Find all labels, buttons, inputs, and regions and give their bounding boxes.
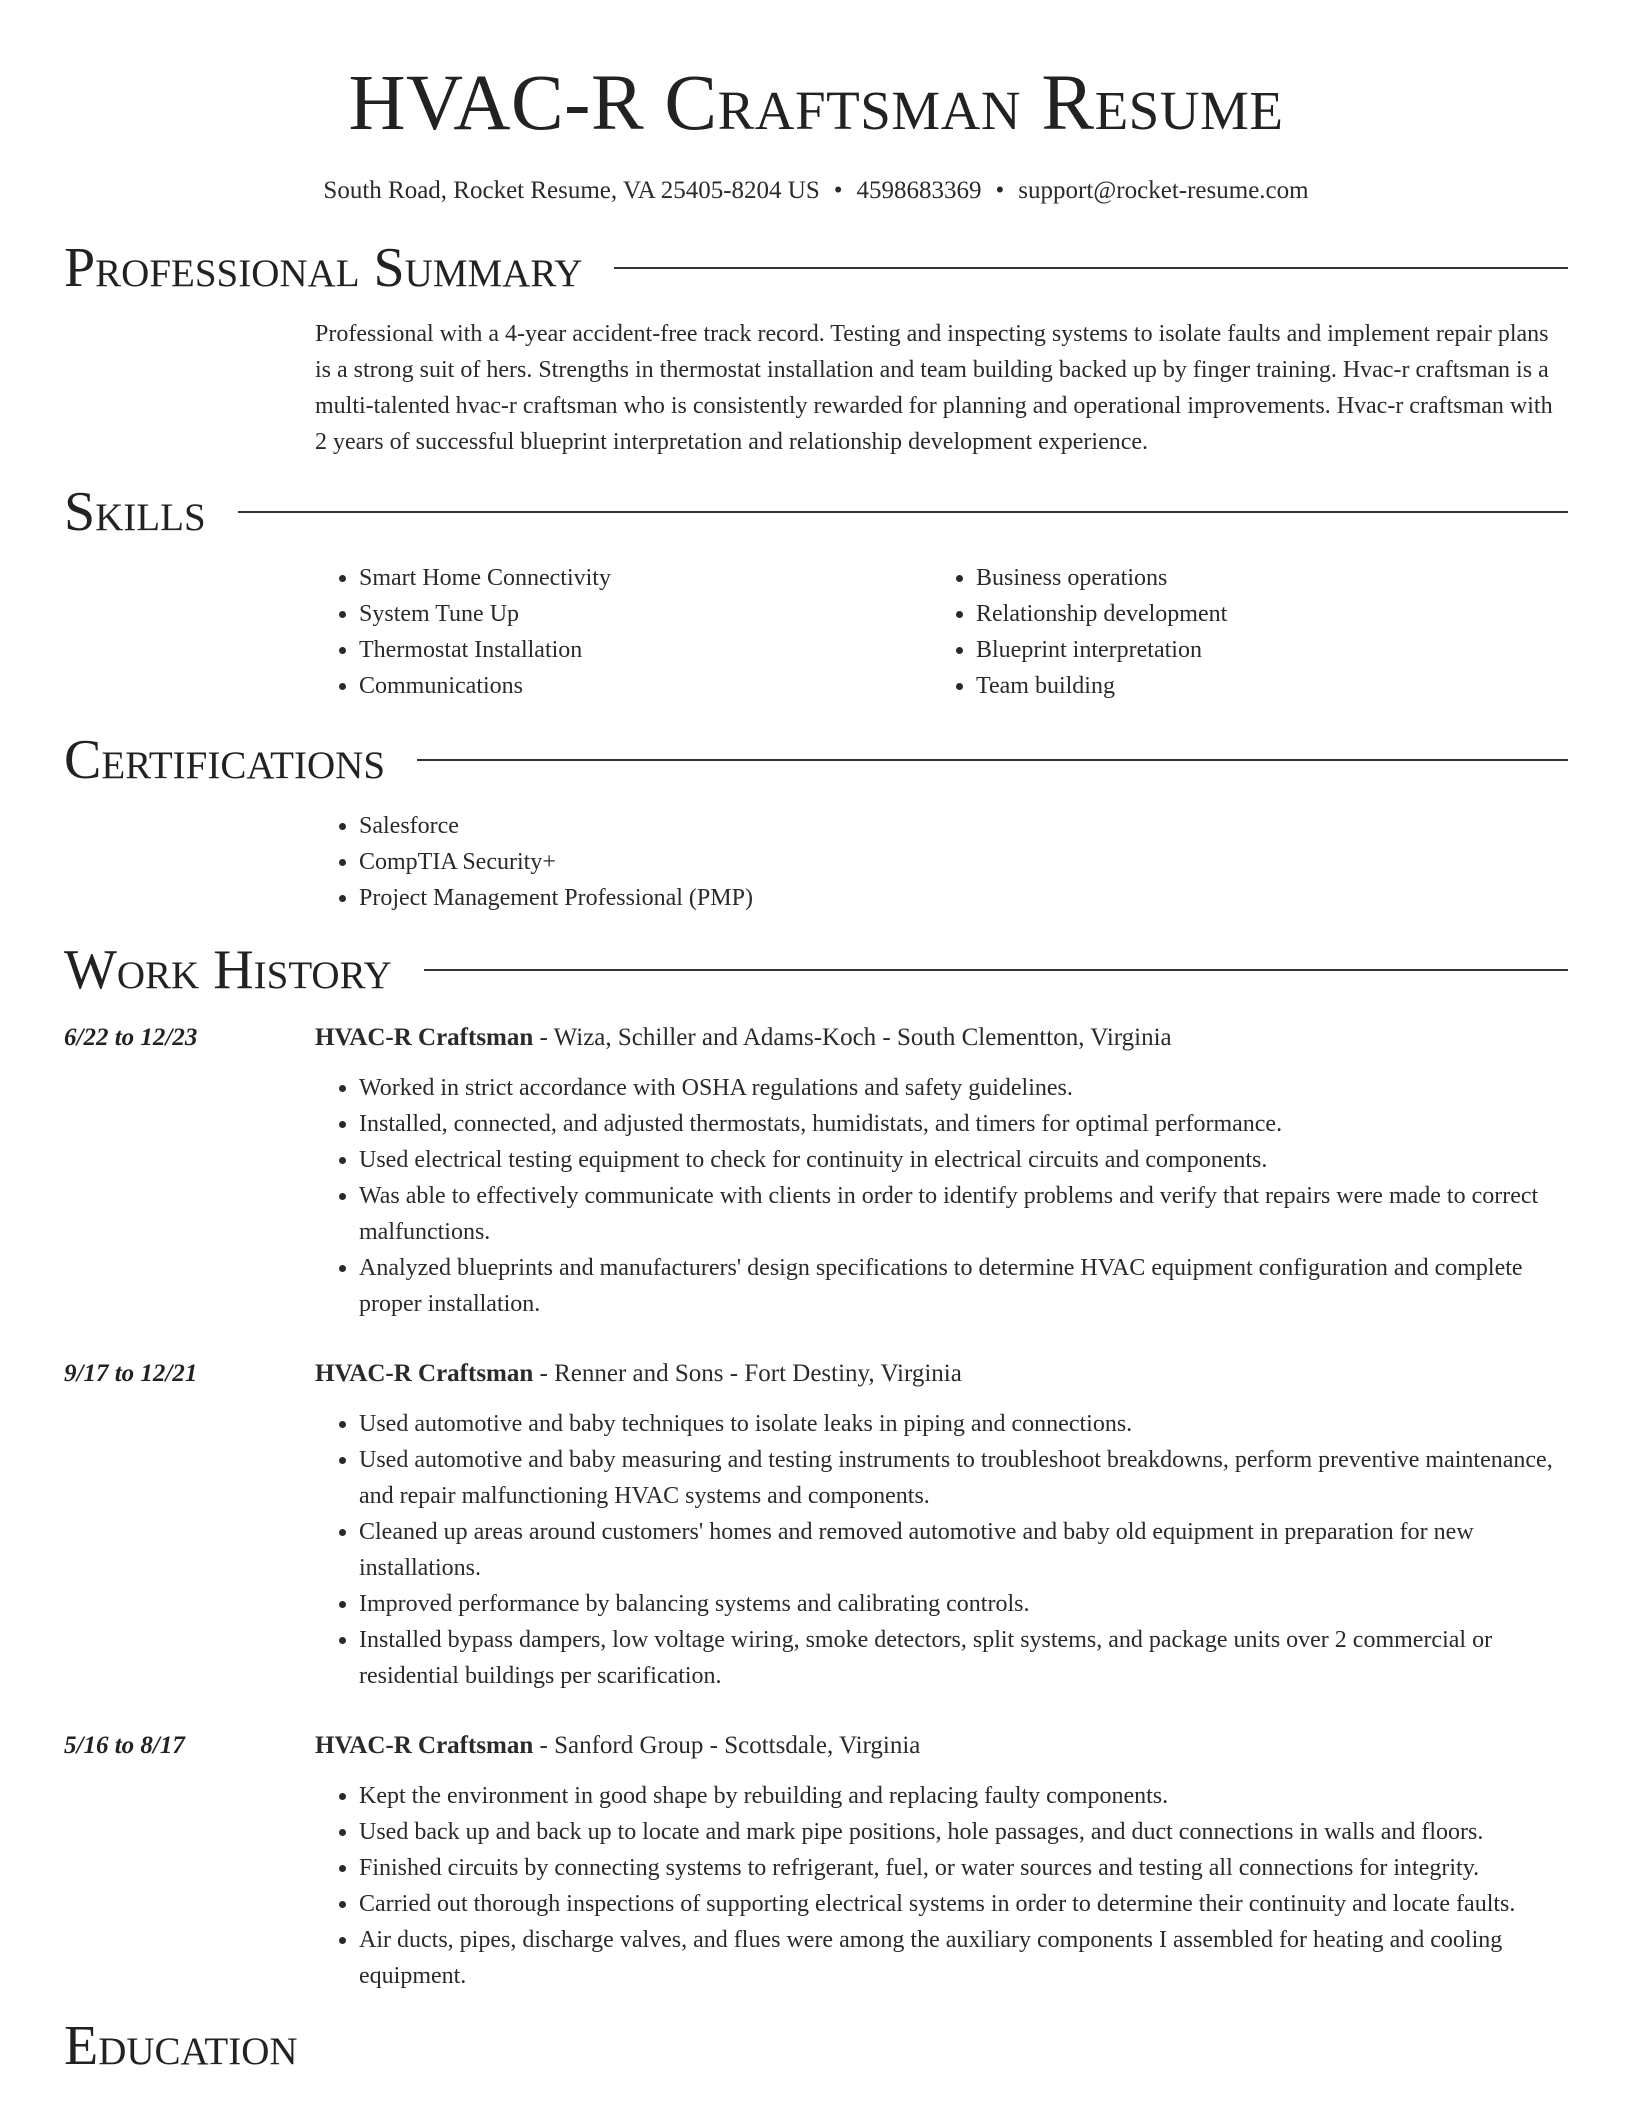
- education-section-header: [64, 2012, 1568, 2080]
- job-content: [315, 1356, 1568, 1694]
- job-bullet: • Used electrical testing equipment to check for continuity in electrical circuits and components.: [359, 1142, 1568, 1178]
- skills-section: [315, 560, 1568, 704]
- job-bullet: • Was able to effectively communicate with clients in order to identify problems and verify that repairs were made to correct malfunctions.: [359, 1178, 1568, 1250]
- job-bullet: • Worked in strict accordance with OSHA regulations and safety guidelines.: [359, 1070, 1568, 1106]
- summary-section: [315, 316, 1568, 460]
- job-bullet: • Installed bypass dampers, low voltage wiring, smoke detectors, split systems, and package units over 2 commercial or residential buildings per scarification.: [359, 1622, 1568, 1694]
- job-bullet: • Installed, connected, and adjusted thermostats, humidistats, and timers for optimal performance.: [359, 1106, 1568, 1142]
- skill-item: • Team building: [976, 668, 1549, 704]
- skill-item: • Communications: [359, 668, 932, 704]
- job-title: HVAC-R Craftsman: [315, 1360, 534, 1387]
- work-section-header: [64, 936, 1568, 1004]
- job-bullet: • Used back up and back up to locate and mark pipe positions, hole passages, and duct connections in walls and floors.: [359, 1814, 1568, 1850]
- skill-item: • Business operations: [976, 560, 1549, 596]
- job-bullet: • Analyzed blueprints and manufacturers' design specifications to determine HVAC equipment configuration and complete proper installation.: [359, 1250, 1568, 1322]
- job-entry: [64, 1728, 1568, 1994]
- certifications-list: [315, 808, 1568, 916]
- job-heading: [315, 1020, 1568, 1056]
- skills-section-header: [64, 478, 1568, 546]
- job-heading: [315, 1356, 1568, 1392]
- job-bullet: • Kept the environment in good shape by rebuilding and replacing faulty components.: [359, 1778, 1568, 1814]
- contact-separator: •: [995, 177, 1005, 204]
- job-bullet: • Improved performance by balancing systems and calibrating controls.: [359, 1586, 1568, 1622]
- section-divider: [424, 969, 1568, 971]
- section-divider: [614, 267, 1568, 269]
- job-content: [315, 1020, 1568, 1322]
- job-bullet: • Used automotive and baby techniques to isolate leaks in piping and connections.: [359, 1406, 1568, 1442]
- job-employer-location: - Wiza, Schiller and Adams-Koch - South Clementton, Virginia: [533, 1024, 1172, 1051]
- contact-phone: 4598683369: [856, 177, 982, 204]
- summary-heading: Professional Summary: [64, 237, 583, 299]
- certification-item: • Salesforce: [359, 808, 1568, 844]
- job-bullets: [315, 1778, 1568, 1994]
- work-heading: Work History: [64, 939, 392, 1001]
- summary-text: Professional with a 4-year accident-free track record. Testing and inspecting systems to isolate faults and implement repair plans is a strong suit of hers. Strengths in thermostat installation and team building backed up by finger training. Hvac-r craftsman is a multi-talented hvac-r craftsman who is consistently rewarded for planning and operational improvements. Hvac-r craftsman with 2 years of successful blueprint interpretation and relationship development experience.: [315, 321, 1553, 455]
- certifications-heading: Certifications: [64, 729, 386, 791]
- resume-title: HVAC-R Craftsman Resume: [348, 60, 1284, 147]
- skill-item: • System Tune Up: [359, 596, 932, 632]
- certification-item: • CompTIA Security+: [359, 844, 1568, 880]
- skills-grid: [315, 560, 1568, 704]
- job-dates: 9/17 to 12/21: [64, 1360, 198, 1387]
- job-title: HVAC-R Craftsman: [315, 1732, 534, 1759]
- skills-column-left: [315, 560, 932, 704]
- job-dates: 5/16 to 8/17: [64, 1732, 185, 1759]
- job-employer-location: - Sanford Group - Scottsdale, Virginia: [533, 1732, 921, 1759]
- contact-separator: •: [833, 177, 843, 204]
- skill-item: • Blueprint interpretation: [976, 632, 1549, 668]
- contact-email: support@rocket-resume.com: [1018, 177, 1309, 204]
- skill-item: • Smart Home Connectivity: [359, 560, 932, 596]
- education-heading: Education: [64, 2015, 298, 2077]
- job-employer-location: - Renner and Sons - Fort Destiny, Virginia: [533, 1360, 962, 1387]
- contact-line: [64, 174, 1568, 208]
- job-bullet: • Carried out thorough inspections of supporting electrical systems in order to determine their continuity and locate faults.: [359, 1886, 1568, 1922]
- job-bullet: • Finished circuits by connecting systems to refrigerant, fuel, or water sources and testing all connections for integrity.: [359, 1850, 1568, 1886]
- job-content: [315, 1728, 1568, 1994]
- job-bullets: [315, 1406, 1568, 1694]
- job-bullets: [315, 1070, 1568, 1322]
- certifications-section-header: [64, 726, 1568, 794]
- job-entry: [64, 1020, 1568, 1322]
- skill-item: • Thermostat Installation: [359, 632, 932, 668]
- job-bullet: • Used automotive and baby measuring and testing instruments to troubleshoot breakdowns, perform preventive maintenance, and repair malfunctioning HVAC systems and components.: [359, 1442, 1568, 1514]
- resume-page: [64, 0, 1568, 2080]
- certification-item: • Project Management Professional (PMP): [359, 880, 1568, 916]
- job-title: HVAC-R Craftsman: [315, 1024, 534, 1051]
- skills-heading: Skills: [64, 481, 206, 543]
- skills-list-left: [315, 560, 932, 704]
- summary-section-header: [64, 234, 1568, 302]
- skills-list-right: [932, 560, 1549, 704]
- section-divider: [238, 511, 1568, 513]
- skill-item: • Relationship development: [976, 596, 1549, 632]
- section-divider: [417, 759, 1568, 761]
- job-bullet: • Air ducts, pipes, discharge valves, and flues were among the auxiliary components I assembled for heating and cooling equipment.: [359, 1922, 1568, 1994]
- job-bullet: • Cleaned up areas around customers' homes and removed automotive and baby old equipment in preparation for new installations.: [359, 1514, 1568, 1586]
- job-heading: [315, 1728, 1568, 1764]
- certifications-section: [315, 808, 1568, 916]
- job-dates: 6/22 to 12/23: [64, 1024, 198, 1051]
- skills-column-right: [932, 560, 1549, 704]
- job-entry: [64, 1356, 1568, 1694]
- contact-address: South Road, Rocket Resume, VA 25405-8204 US: [323, 177, 820, 204]
